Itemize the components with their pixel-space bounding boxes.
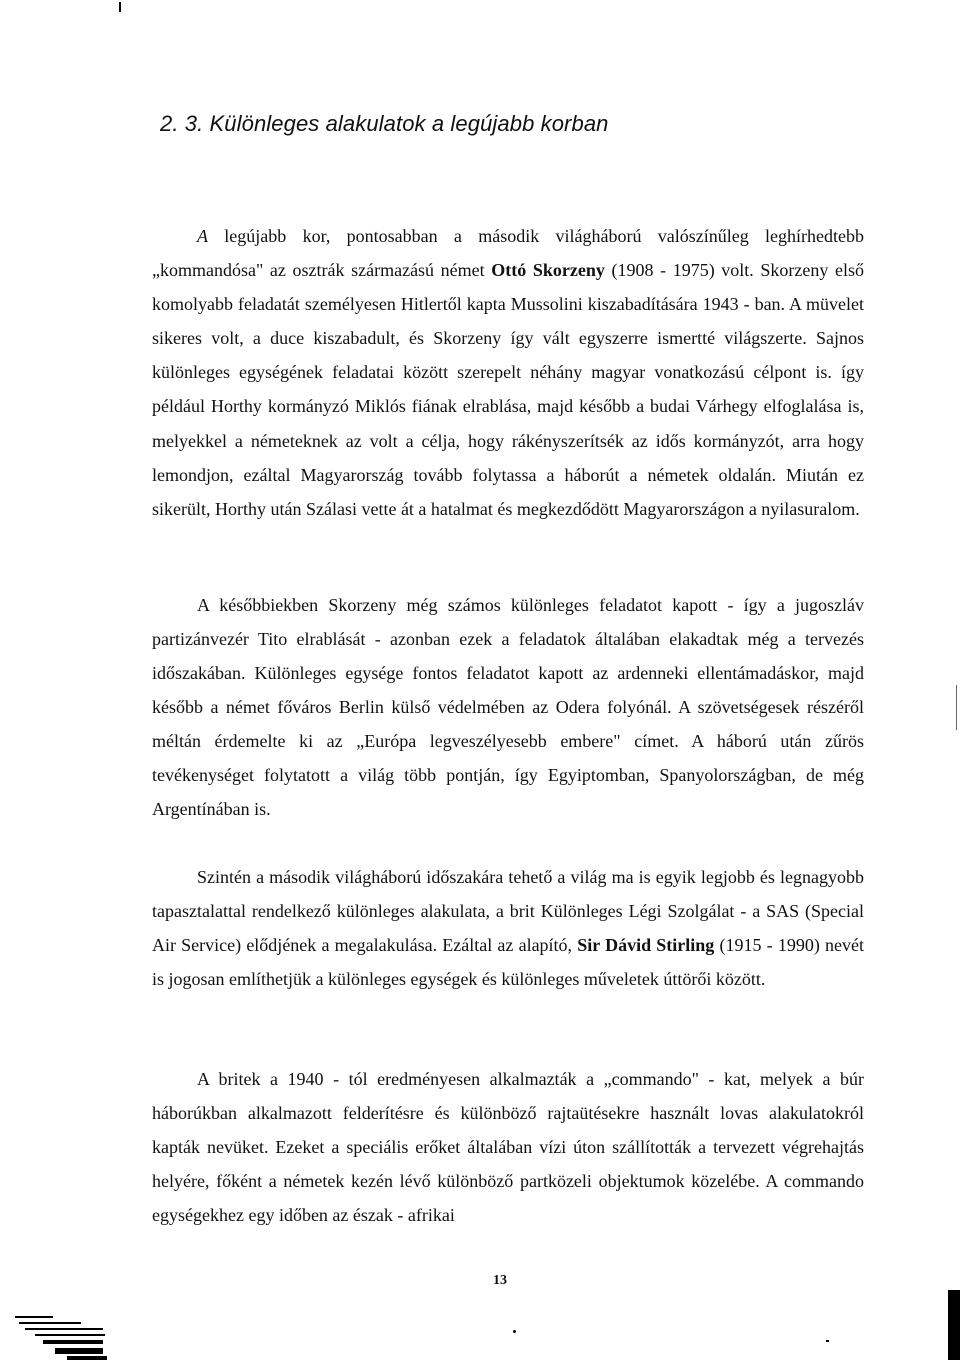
bold-name-skorzeny: Ottó Skorzeny (491, 260, 605, 281)
scan-speck (826, 1340, 829, 1342)
scan-mark-right-bar (948, 1290, 960, 1360)
italic-lead-letter: A (197, 226, 208, 246)
paragraph-commando: A britek a 1940 - tól eredményesen alkalmazták a „commando" - kat, melyek a búr háborúkban alkalmazott felderítésre és különböző rajtaütésekre használt lovas alakulatokról kapták nevüket. Ezeket a speciális erőket általában vízi úton szállították a tervezett végrehajtás helyére, főként a németek kezén lévő különböző partközeli objektumok közelébe. A commando egységekhez egy időben az észak - afrikai (152, 1069, 864, 1225)
paragraph-text: legújabb kor, pontosabban a második világháború valószínűleg leghírhedtebb „kommandósa" az osztrák származású német (152, 226, 864, 281)
paragraph-text: Szintén a második világháború időszakára tehető a világ ma is egyik legjobb és legnagyobb tapasztalattal rendelkező különleges alakulata, a brit Különleges Légi Szolgálat - a SAS (Special Air Service) elődjének a megalakulása. Ezáltal az alapító, (152, 867, 864, 955)
paragraph-skorzeny-intro (152, 219, 864, 526)
paragraph-skorzeny-later: A későbbiekben Skorzeny még számos különleges feladatot kapott - így a jugoszláv partizánvezér Tito elrablását - azonban ezek a feladatok általában elakadtak még a tervezés időszakában. Különleges egysége fontos feladatot kapott az ardenneki ellentámadáskor, majd később a német főváros Berlin külső védelmében az Odera folyónál. A szövetségesek részéről méltán érdemelte ki az „Európa legveszélyesebb embere" címet. A háború után zűrös tevékenységet folytatott a világ több pontján, így Egyiptomban, Spanyolországban, de még Argentínában is. (152, 595, 864, 819)
section-heading: 2. 3. Különleges alakulatok a legújabb korban (160, 111, 609, 136)
paragraph-text: (1915 - 1990) nevét is jogosan említhetjük a különleges egységek és különleges műveletek úttörői között. (152, 935, 864, 989)
paragraph-sas (152, 860, 864, 996)
page-number: 13 (493, 1273, 507, 1288)
scan-mark-top (119, 2, 121, 12)
bold-name-stirling: Sir Dávid Stirling (577, 935, 715, 955)
scan-mark-right-edge (956, 685, 957, 730)
scan-speck (513, 1330, 516, 1333)
scan-noise-bottom-left (15, 1312, 107, 1360)
paragraph-text: (1908 - 1975) volt. Skorzeny első komolyabb feladatát személyesen Hitlertől kapta Mussolini kiszabadítására 1943 - ban. A müvelet sikeres volt, a duce kiszabadult, és Skorzeny így vált egyszerre ismertté világszerte. Sajnos különleges egységének feladatai között szerepelt néhány magyar vonatkozású célpont is. így például Horthy kormányzó Miklós fiának elrablása, majd később a budai Várhegy elfoglalása is, melyekkel a németeknek az volt a célja, hogy rákényszerítsék az idős kormányzót, arra hogy lemondjon, ezáltal Magyarország tovább folytassa a háborút a németek oldalán. Miután ez sikerült, Horthy után Szálasi vette át a hatalmat és megkezdődött Magyarországon a nyilasuralom. (152, 260, 864, 519)
